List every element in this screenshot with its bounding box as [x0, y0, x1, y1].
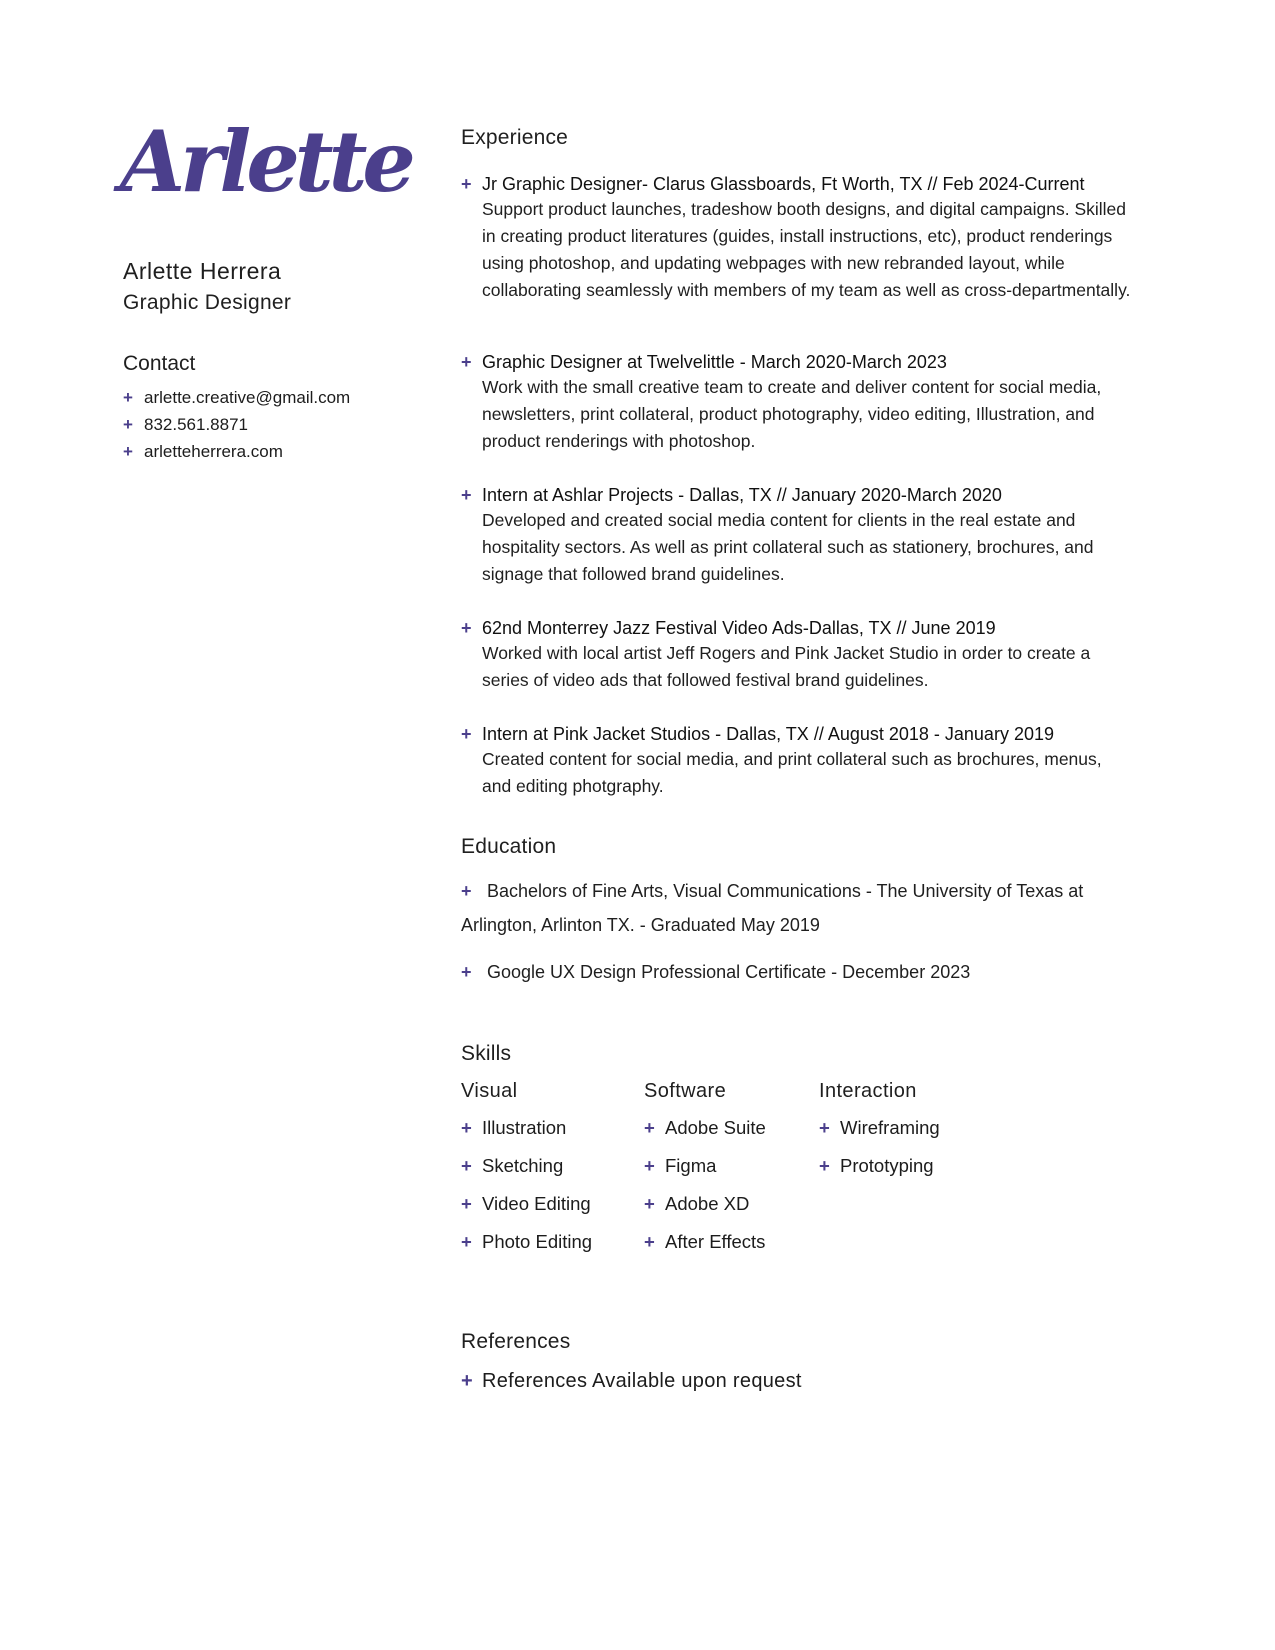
skill-item: + Prototyping — [819, 1153, 940, 1191]
plus-icon: + — [644, 1117, 655, 1138]
skill-item: + Illustration — [461, 1115, 592, 1153]
profile-name: Arlette Herrera — [123, 258, 282, 284]
experience-description: Created content for social media, and print collateral such as brochures, menus, and editing photgraphy. — [482, 749, 1102, 796]
plus-icon: + — [461, 352, 472, 372]
experience-description: Work with the small creative team to create and deliver content for social media, newsletters, print collateral, product photography, video editing, Illustration, and product renderings with photoshop. — [482, 377, 1102, 451]
plus-icon: + — [461, 485, 472, 505]
plus-icon: + — [461, 174, 472, 194]
skill-item: + Sketching — [461, 1153, 592, 1191]
profile-title: Graphic Designer — [123, 291, 292, 314]
experience-item — [461, 483, 1131, 588]
contact-website-text[interactable]: arletteherrera.com — [144, 442, 283, 461]
experience-title: + Jr Graphic Designer- Clarus Glassboards, Ft Worth, TX // Feb 2024-Current — [461, 174, 1085, 194]
skills-heading: Skills — [461, 1042, 512, 1065]
skill-item: + Photo Editing — [461, 1229, 592, 1267]
skill-item: + Video Editing — [461, 1191, 592, 1229]
contact-email-text[interactable]: arlette.creative@gmail.com — [144, 388, 351, 407]
experience-title: + 62nd Monterrey Jazz Festival Video Ads-Dallas, TX // June 2019 — [461, 618, 996, 638]
logo: Arlette — [120, 112, 411, 211]
plus-icon: + — [461, 1117, 472, 1138]
experience-description: Worked with local artist Jeff Rogers and Pink Jacket Studio in order to create a series of video ads that followed festival brand guidelines. — [482, 643, 1091, 690]
plus-icon: + — [644, 1231, 655, 1252]
skills-column-heading: Interaction — [819, 1080, 917, 1102]
references-item: + References Available upon request — [461, 1370, 802, 1392]
skills-column-heading: Visual — [461, 1080, 518, 1102]
contact-email[interactable] — [123, 384, 350, 411]
skills-visual-column — [461, 1080, 592, 1267]
skills-software-column — [644, 1080, 766, 1267]
contact-phone[interactable] — [123, 411, 350, 438]
plus-icon: + — [123, 388, 133, 407]
education-heading: Education — [461, 835, 557, 858]
plus-icon: + — [819, 1117, 830, 1138]
plus-icon: + — [819, 1155, 830, 1176]
skill-item: + Adobe Suite — [644, 1115, 766, 1153]
experience-title: + Intern at Ashlar Projects - Dallas, TX // January 2020-March 2020 — [461, 485, 1002, 505]
plus-icon: + — [644, 1155, 655, 1176]
skill-item: + Figma — [644, 1153, 766, 1191]
contact-list — [123, 384, 350, 465]
experience-description: Developed and created social media content for clients in the real estate and hospitality sectors. As well as print collateral such as stationery, brochures, and signage that followed brand guidelines. — [482, 510, 1094, 584]
plus-icon: + — [461, 1193, 472, 1214]
skills-interaction-column — [819, 1080, 940, 1191]
education-item: + Bachelors of Fine Arts, Visual Communications - The University of Texas at Arlington, Arlinton TX. - Graduated May 2019 — [461, 874, 1121, 942]
skill-item: + Wireframing — [819, 1115, 940, 1153]
experience-title: + Graphic Designer at Twelvelittle - March 2020-March 2023 — [461, 352, 947, 372]
plus-icon: + — [123, 415, 133, 434]
plus-icon: + — [461, 1231, 472, 1252]
experience-item — [461, 172, 1131, 304]
plus-icon: + — [461, 1370, 473, 1392]
plus-icon: + — [461, 962, 472, 982]
experience-title: + Intern at Pink Jacket Studios - Dallas, TX // August 2018 - January 2019 — [461, 724, 1054, 744]
experience-item — [461, 350, 1131, 455]
education-item: + Google UX Design Professional Certificate - December 2023 — [461, 955, 1121, 989]
plus-icon: + — [644, 1193, 655, 1214]
plus-icon: + — [461, 724, 472, 744]
experience-item — [461, 722, 1131, 800]
plus-icon: + — [461, 881, 472, 901]
contact-website[interactable] — [123, 438, 350, 465]
skills-column-heading: Software — [644, 1080, 727, 1102]
plus-icon: + — [123, 442, 133, 461]
experience-item — [461, 616, 1131, 694]
experience-heading: Experience — [461, 126, 569, 149]
plus-icon: + — [461, 618, 472, 638]
experience-description: Support product launches, tradeshow booth designs, and digital campaigns. Skilled in creating product literatures (guides, install instructions, etc), product renderings using photoshop, and updating webpages with new rebranded layout, while collaborating seamlessly with members of my team as well as cross-departmentally. — [482, 199, 1131, 300]
contact-phone-text[interactable]: 832.561.8871 — [144, 415, 248, 434]
references-heading: References — [461, 1330, 571, 1353]
skill-item: + After Effects — [644, 1229, 766, 1267]
skill-item: + Adobe XD — [644, 1191, 766, 1229]
contact-heading: Contact — [123, 352, 196, 375]
plus-icon: + — [461, 1155, 472, 1176]
